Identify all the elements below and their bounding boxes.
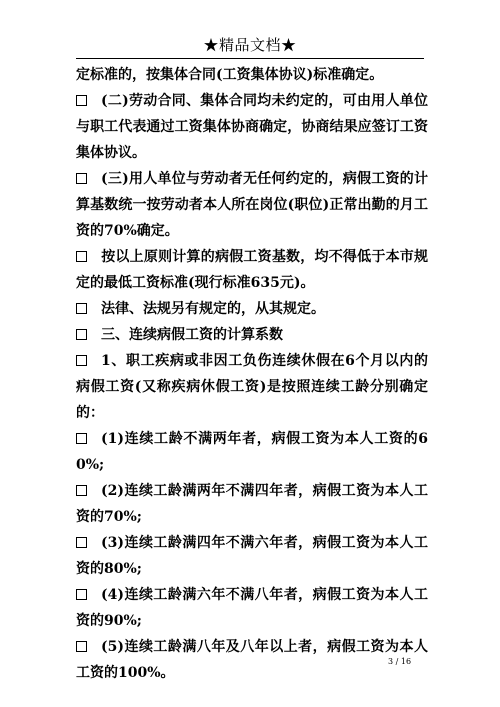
checkbox-square-icon	[76, 95, 87, 106]
list-item	[76, 530, 428, 582]
checkbox-square-icon	[76, 433, 87, 444]
list-item	[76, 634, 428, 686]
paragraph-text: 按以上原则计算的病假工资基数，均不得低于本市规定的最低工资标准(现行标准635元)。	[76, 249, 428, 291]
paragraph	[76, 166, 428, 244]
paragraph-text: 法律、法规另有规定的，从其规定。	[101, 301, 325, 317]
checkbox-square-icon	[76, 537, 87, 548]
header-divider	[76, 58, 424, 59]
checkbox-square-icon	[76, 641, 87, 652]
paragraph	[76, 296, 428, 322]
document-body	[76, 62, 428, 686]
paragraph	[76, 244, 428, 296]
list-item-text: (1)连续工龄不满两年者，病假工资为本人工资的60%;	[76, 431, 428, 473]
list-item	[76, 478, 428, 530]
page-header-title: ★精品文档★	[203, 36, 297, 54]
paragraph	[76, 348, 428, 426]
list-item-text: (3)连续工龄满四年不满六年者，病假工资为本人工资的80%;	[76, 535, 428, 577]
checkbox-square-icon	[76, 329, 87, 340]
checkbox-square-icon	[76, 355, 87, 366]
checkbox-square-icon	[76, 303, 87, 314]
checkbox-square-icon	[76, 589, 87, 600]
list-item-text: (4)连续工龄满六年不满八年者，病假工资为本人工资的90%;	[76, 587, 428, 629]
list-item	[76, 426, 428, 478]
paragraph	[76, 62, 428, 88]
paragraph-text: (二)劳动合同、集体合同均未约定的，可由用人单位与职工代表通过工资集体协商确定，协商结果应签订工资集体协议。	[76, 93, 428, 161]
checkbox-square-icon	[76, 251, 87, 262]
page-number: 3 / 16	[388, 657, 412, 666]
section-heading	[76, 322, 428, 348]
list-item-text: (2)连续工龄满两年不满四年者，病假工资为本人工资的70%;	[76, 483, 428, 525]
paragraph-text: 定标准的，按集体合同(工资集体协议)标准确定。	[76, 67, 384, 83]
checkbox-square-icon	[76, 173, 87, 184]
list-item-text: (5)连续工龄满八年及八年以上者，病假工资为本人工资的100%。	[76, 639, 428, 681]
section-heading-text: 三、连续病假工资的计算系数	[101, 327, 283, 343]
paragraph-text: 1、职工疾病或非因工负伤连续休假在6个月以内的病假工资(又称疾病休假工资)是按照连续工龄分别确定的：	[76, 353, 428, 421]
paragraph	[76, 88, 428, 166]
checkbox-square-icon	[76, 485, 87, 496]
list-item	[76, 582, 428, 634]
paragraph-text: (三)用人单位与劳动者无任何约定的，病假工资的计算基数统一按劳动者本人所在岗位(职位)正常出勤的月工资的70%确定。	[76, 171, 428, 239]
